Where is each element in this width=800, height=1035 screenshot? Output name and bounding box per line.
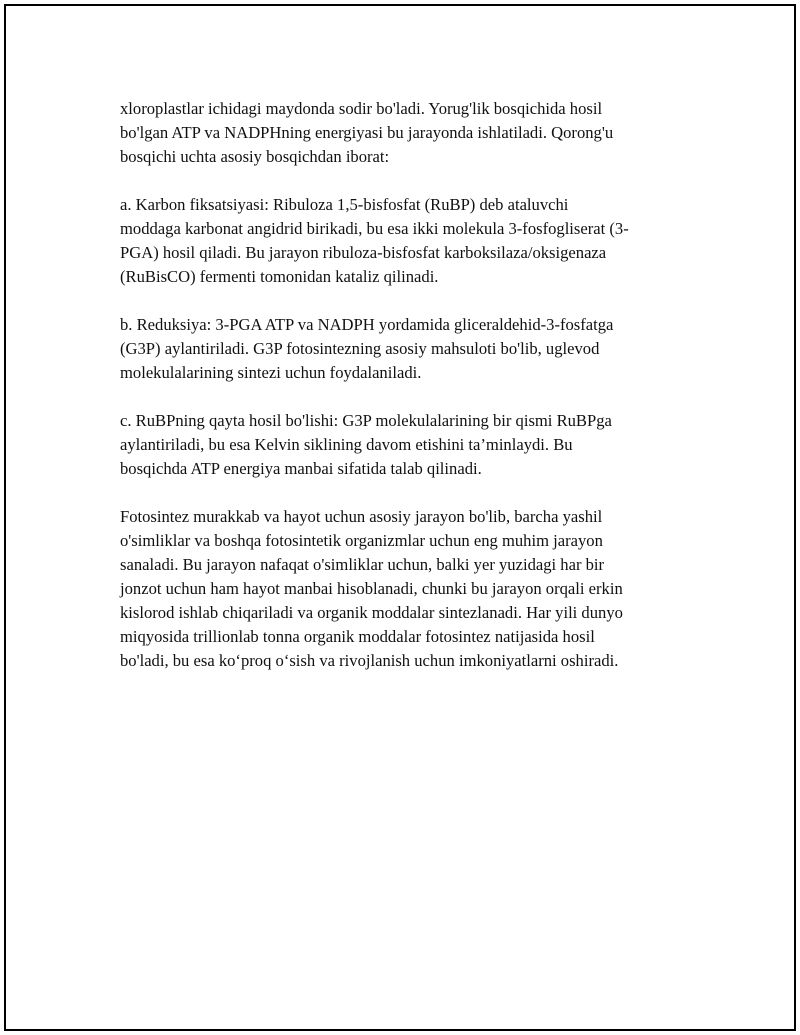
text-line: o'simliklar va boshqa fotosintetik organizmlar uchun eng muhim jarayon [120, 531, 603, 550]
text-line: bo'ladi, bu esa ko‘proq o‘sish va rivojlanish uchun imkoniyatlarni oshiradi. [120, 651, 619, 670]
text-line: xloroplastlar ichidagi maydonda sodir bo'ladi. Yorug'lik bosqichida hosil [120, 99, 603, 118]
text-line: PGA) hosil qiladi. Bu jarayon ribuloza-bisfosfat karboksilaza/oksigenaza [120, 243, 607, 262]
text-line: sanaladi. Bu jarayon nafaqat o'simliklar uchun, balki yer yuzidagi har bir [120, 555, 605, 574]
text-line: bosqichda ATP energiya manbai sifatida talab qilinadi. [120, 459, 482, 478]
text-line: b. Reduksiya: 3-PGA ATP va NADPH yordamida gliceraldehid-3-fosfatga [120, 315, 614, 334]
text-line: bo'lgan ATP va NADPHning energiyasi bu jarayonda ishlatiladi. Qorong'u [120, 123, 614, 142]
text-line: kislorod ishlab chiqariladi va organik moddalar sintezlanadi. Har yili dunyo [120, 603, 623, 622]
text-line: Fotosintez murakkab va hayot uchun asosiy jarayon bo'lib, barcha yashil [120, 507, 603, 526]
paragraph-rubp-regeneration [120, 409, 694, 481]
text-line: bosqichi uchta asosiy bosqichdan iborat: [120, 147, 390, 166]
paragraph-carbon-fixation [120, 193, 694, 289]
paragraph-dark-phase-intro [120, 97, 694, 169]
text-line: c. RuBPning qayta hosil bo'lishi: G3P molekulalarining bir qismi RuBPga [120, 411, 612, 430]
text-line: moddaga karbonat angidrid birikadi, bu esa ikki molekula 3-fosfogliserat (3- [120, 219, 629, 238]
document-body [120, 97, 694, 697]
text-line: (RuBisCO) fermenti tomonidan kataliz qilinadi. [120, 267, 439, 286]
text-line: jonzot uchun ham hayot manbai hisoblanadi, chunki bu jarayon orqali erkin [120, 579, 623, 598]
text-line: a. Karbon fiksatsiyasi: Ribuloza 1,5-bisfosfat (RuBP) deb ataluvchi [120, 195, 569, 214]
text-line: aylantiriladi, bu esa Kelvin siklining davom etishini ta’minlaydi. Bu [120, 435, 573, 454]
text-line: miqyosida trillionlab tonna organik moddalar fotosintez natijasida hosil [120, 627, 595, 646]
text-line: molekulalarining sintezi uchun foydalaniladi. [120, 363, 422, 382]
document-page [4, 4, 796, 1031]
paragraph-conclusion [120, 505, 694, 673]
text-line: (G3P) aylantiriladi. G3P fotosintezning asosiy mahsuloti bo'lib, uglevod [120, 339, 600, 358]
paragraph-reduction [120, 313, 694, 385]
